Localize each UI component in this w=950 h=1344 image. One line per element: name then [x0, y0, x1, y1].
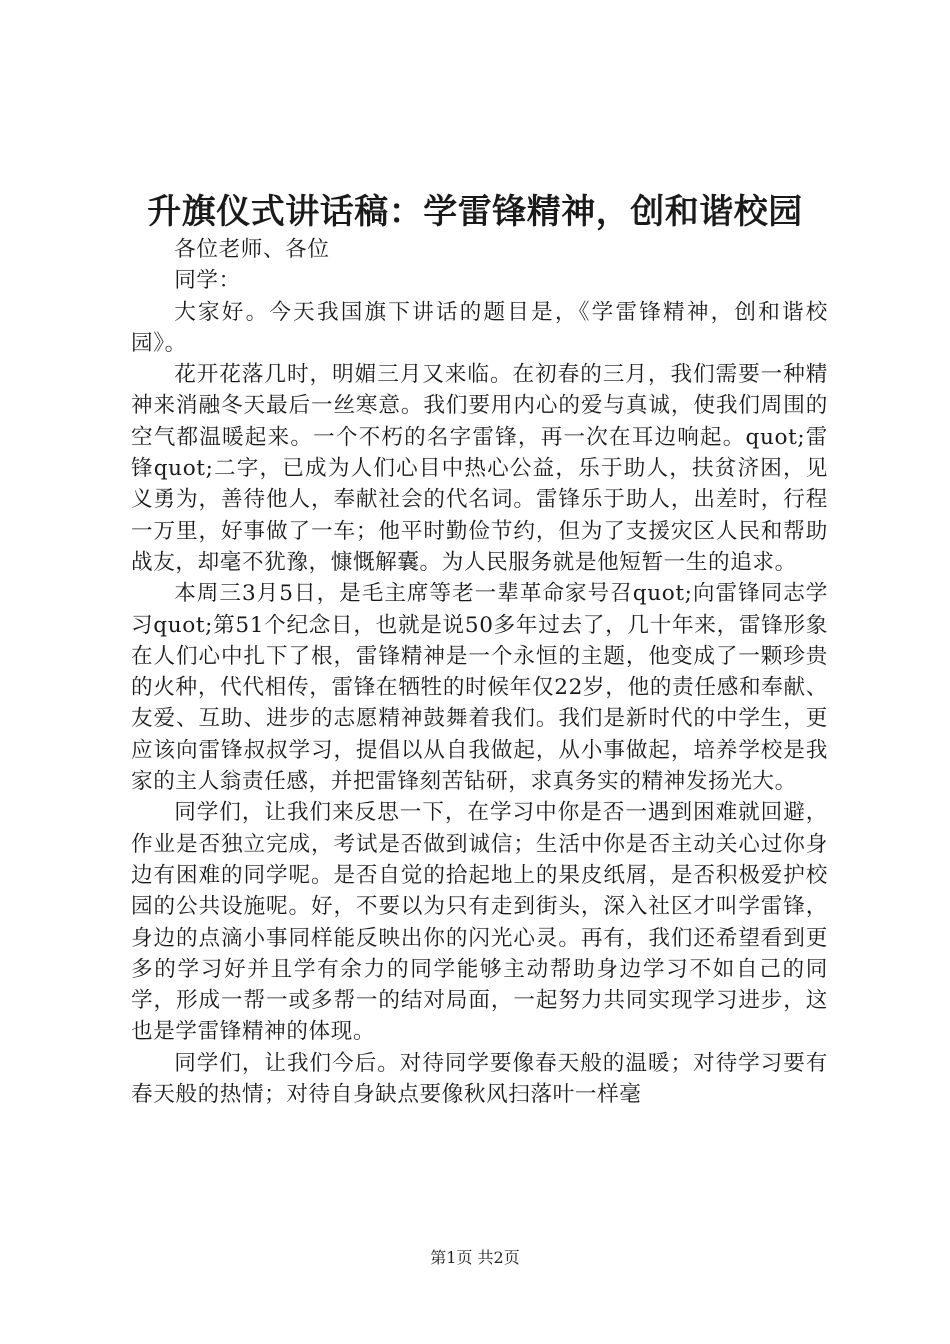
document-title: 升旗仪式讲话稿：学雷锋精神，创和谐校园	[147, 192, 803, 232]
paragraph-intro: 大家好。今天我国旗下讲话的题目是，《学雷锋精神，创和谐校园》。	[131, 299, 828, 356]
paragraph-reflection: 同学们，让我们来反思一下，在学习中你是否一遇到困难就回避，作业是否独立完成，考试是否做到诚信；生活中你是否主动关心过你身边有困难的同学呢。是否自觉的拾起地上的果皮纸屑，是否积极爱护校园的公共设施呢。好，不要以为只有走到街头，深入社区才叫学雷锋，身边的点滴小事同样能反映出你的闪光心灵。再有，我们还希望看到更多的学习好并且学有余力的同学能够主动帮助身边学习不如自己的同学，形成一帮一或多帮一的结对局面，一起努力共同实现学习进步，这也是学雷锋精神的体现。	[131, 800, 828, 1045]
document-body	[131, 234, 828, 1110]
greeting-line-1: 各位老师、各位	[174, 237, 330, 262]
page-footer: 第1页 共2页	[430, 1248, 520, 1267]
paragraph-anniversary: 本周三3月5日，是毛主席等老一辈革命家号召quot;向雷锋同志学习quot;第51个纪念日，也就是说50多年过去了，几十年来，雷锋形象在人们心中扎下了根，雷锋精神是一个永恒的主题，他变成了一颗珍贵的火种，代代相传，雷锋在牺牲的时候年仅22岁，他的责任感和奉献、友爱、互助、进步的志愿精神鼓舞着我们。我们是新时代的中学生，更应该向雷锋叔叔学习，提倡以从自我做起，从小事做起，培养学校是我家的主人翁责任感，并把雷锋刻苦钻研，求真务实的精神发扬光大。	[131, 581, 828, 795]
paragraph-spring: 花开花落几时，明媚三月又来临。在初春的三月，我们需要一种精神来消融冬天最后一丝寒意。我们要用内心的爱与真诚，使我们周围的空气都温暖起来。一个不朽的名字雷锋，再一次在耳边响起。quot;雷锋quot;二字，已成为人们心目中热心公益，乐于助人，扶贫济困，见义勇为，善待他人，奉献社会的代名词。雷锋乐于助人，出差时，行程一万里，好事做了一车；他平时勤俭节约，但为了支援灾区人民和帮助战友，却毫不犹豫，慷慨解囊。为人民服务就是他短暂一生的追求。	[131, 362, 828, 575]
greeting-line-2: 同学：	[174, 268, 241, 294]
paragraph-closing: 同学们，让我们今后。对待同学要像春天般的温暖；对待学习要有春天般的热情；对待自身缺点要像秋风扫落叶一样毫	[131, 1050, 828, 1108]
